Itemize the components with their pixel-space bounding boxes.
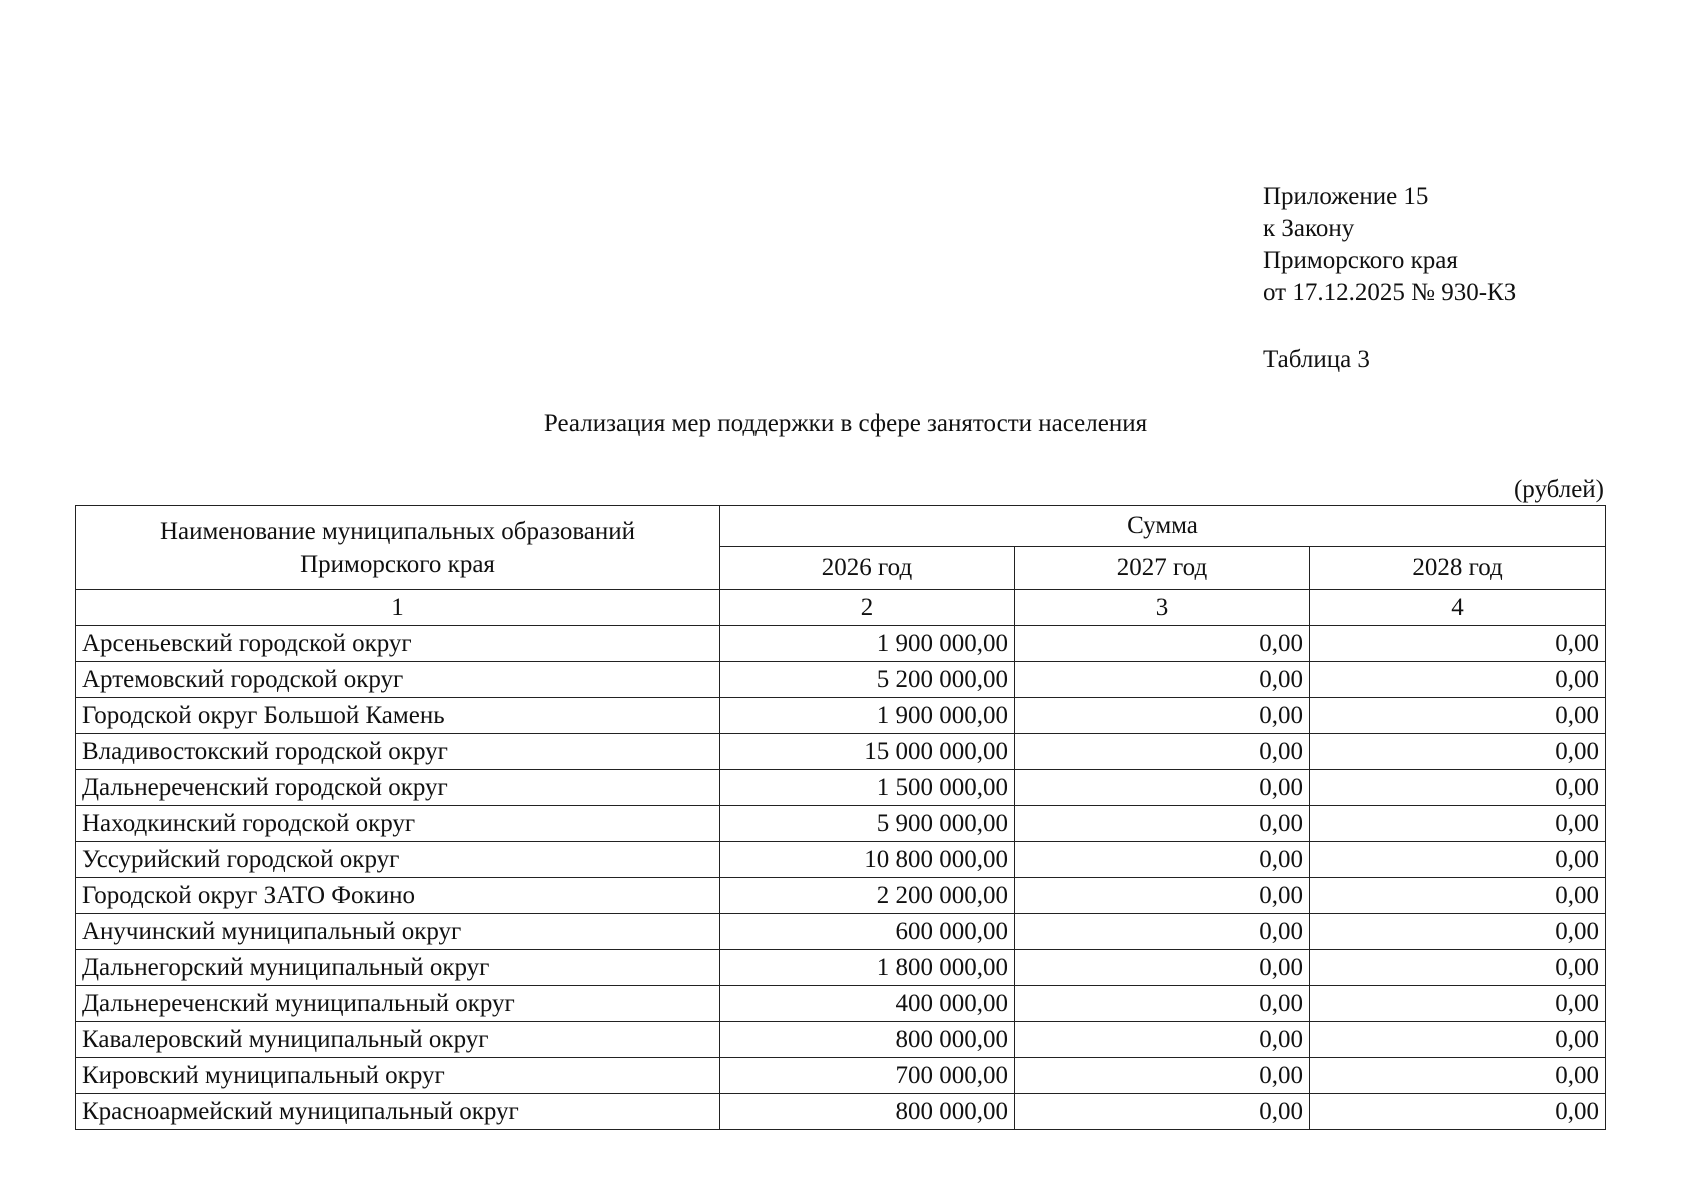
amount-2027: 0,00: [1015, 950, 1310, 986]
column-number: 3: [1015, 590, 1310, 626]
amount-2027: 0,00: [1015, 806, 1310, 842]
table-row: [76, 842, 1606, 878]
table-row: [76, 734, 1606, 770]
amount-2027: 0,00: [1015, 734, 1310, 770]
support-measures-table: [75, 505, 1606, 1130]
amount-2027: 0,00: [1015, 878, 1310, 914]
municipality-name: Дальнереченский муниципальный округ: [76, 986, 720, 1022]
municipality-name: Кавалеровский муниципальный округ: [76, 1022, 720, 1058]
amount-2027: 0,00: [1015, 914, 1310, 950]
amount-2027: 0,00: [1015, 770, 1310, 806]
column-number: 1: [76, 590, 720, 626]
amount-2028: 0,00: [1310, 698, 1606, 734]
units-note: (рублей): [1513, 476, 1604, 503]
amount-2028: 0,00: [1310, 1094, 1606, 1130]
table-row: [76, 914, 1606, 950]
amount-2026: 1 900 000,00: [720, 626, 1015, 662]
amount-2028: 0,00: [1310, 950, 1606, 986]
amount-2026: 2 200 000,00: [720, 878, 1015, 914]
annex-block: [1263, 181, 1516, 309]
municipality-name: Анучинский муниципальный округ: [76, 914, 720, 950]
amount-2027: 0,00: [1015, 698, 1310, 734]
header-year-2026: 2026 год: [720, 547, 1015, 590]
header-municipality-line1: Наименование муниципальных образований: [159, 517, 636, 545]
amount-2026: 400 000,00: [720, 986, 1015, 1022]
amount-2026: 600 000,00: [720, 914, 1015, 950]
table-row: [76, 806, 1606, 842]
amount-2027: 0,00: [1015, 1094, 1310, 1130]
table-row: [76, 698, 1606, 734]
table-row: [76, 1058, 1606, 1094]
table-row: [76, 986, 1606, 1022]
municipality-name: Артемовский городской округ: [76, 662, 720, 698]
table-row: [76, 662, 1606, 698]
municipality-name: Уссурийский городской округ: [76, 842, 720, 878]
amount-2028: 0,00: [1310, 842, 1606, 878]
table-row: [76, 1094, 1606, 1130]
amount-2026: 800 000,00: [720, 1022, 1015, 1058]
municipality-name: Дальнегорский муниципальный округ: [76, 950, 720, 986]
amount-2028: 0,00: [1310, 626, 1606, 662]
amount-2026: 1 900 000,00: [720, 698, 1015, 734]
amount-2027: 0,00: [1015, 986, 1310, 1022]
municipality-name: Городской округ Большой Камень: [76, 698, 720, 734]
annex-number: Приложение 15: [1263, 183, 1429, 210]
header-row: [76, 506, 1606, 547]
document-title: Реализация мер поддержки в сфере занятости населения: [543, 410, 1148, 437]
table-row: [76, 626, 1606, 662]
amount-2026: 1 800 000,00: [720, 950, 1015, 986]
municipality-name: Красноармейский муниципальный округ: [76, 1094, 720, 1130]
amount-2028: 0,00: [1310, 806, 1606, 842]
table-row: [76, 1022, 1606, 1058]
amount-2028: 0,00: [1310, 914, 1606, 950]
table-row: [76, 878, 1606, 914]
amount-2026: 5 200 000,00: [720, 662, 1015, 698]
amount-2027: 0,00: [1015, 662, 1310, 698]
amount-2027: 0,00: [1015, 842, 1310, 878]
amount-2028: 0,00: [1310, 734, 1606, 770]
municipality-name: Владивостокский городской округ: [76, 734, 720, 770]
municipality-name: Кировский муниципальный округ: [76, 1058, 720, 1094]
amount-2028: 0,00: [1310, 770, 1606, 806]
header-year-2028: 2028 год: [1310, 547, 1606, 590]
amount-2028: 0,00: [1310, 878, 1606, 914]
municipality-name: Находкинский городской округ: [76, 806, 720, 842]
amount-2027: 0,00: [1015, 626, 1310, 662]
column-number: 4: [1310, 590, 1606, 626]
amount-2026: 1 500 000,00: [720, 770, 1015, 806]
amount-2026: 10 800 000,00: [720, 842, 1015, 878]
amount-2027: 0,00: [1015, 1058, 1310, 1094]
municipality-name: Арсеньевский городской округ: [76, 626, 720, 662]
municipality-name: Городской округ ЗАТО Фокино: [76, 878, 720, 914]
amount-2026: 15 000 000,00: [720, 734, 1015, 770]
amount-2028: 0,00: [1310, 662, 1606, 698]
amount-2028: 0,00: [1310, 1058, 1606, 1094]
amount-2026: 5 900 000,00: [720, 806, 1015, 842]
header-year-2027: 2027 год: [1015, 547, 1310, 590]
table-row: [76, 950, 1606, 986]
annex-date: от 17.12.2025 № 930-КЗ: [1263, 279, 1517, 306]
amount-2027: 0,00: [1015, 1022, 1310, 1058]
amount-2026: 800 000,00: [720, 1094, 1015, 1130]
header-municipality-line2: Приморского края: [300, 550, 495, 578]
table-label: Таблица 3: [1263, 346, 1370, 373]
annex-region: Приморского края: [1263, 247, 1458, 274]
municipality-name: Дальнереченский городской округ: [76, 770, 720, 806]
column-number: 2: [720, 590, 1015, 626]
amount-2028: 0,00: [1310, 986, 1606, 1022]
annex-law: к Закону: [1263, 215, 1355, 242]
column-numbers-row: [76, 590, 1606, 626]
header-sum: Сумма: [720, 506, 1606, 547]
table-row: [76, 770, 1606, 806]
amount-2028: 0,00: [1310, 1022, 1606, 1058]
amount-2026: 700 000,00: [720, 1058, 1015, 1094]
header-municipality: [76, 506, 720, 590]
